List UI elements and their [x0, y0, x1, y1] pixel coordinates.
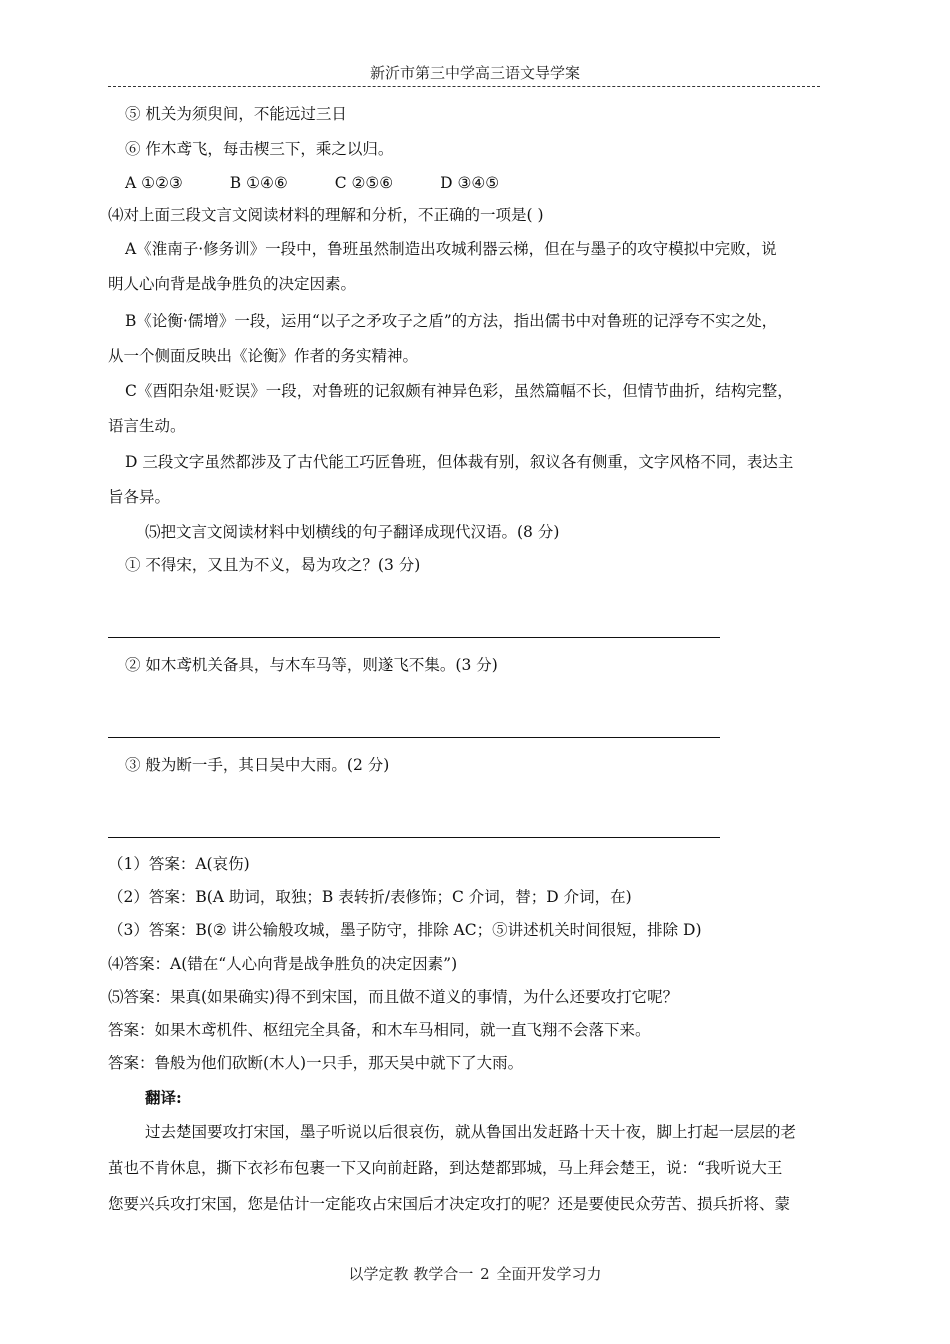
translation-line-3: 您要兴兵攻打宋国，您是估计一定能攻占宋国后才决定攻打的呢？还是要使民众劳苦、损兵折将、蒙: [108, 1195, 791, 1213]
answer-1: （1）答案：A(哀伤): [108, 855, 250, 873]
q5-sentence-3: ③ 般为断一手，其日吴中大雨。(2 分): [125, 756, 390, 774]
choice-c: C ②⑤⑥: [334, 174, 394, 192]
answer-line-2: [108, 737, 720, 738]
answer-4: ⑷答案：A(错在“人心向背是战争胜负的决定因素”): [108, 955, 458, 973]
footer-motto-right: 全面开发学习力: [496, 1265, 602, 1283]
q4-stem: ⑷对上面三段文言文阅读材料的理解和分析，不正确的一项是( ): [108, 206, 544, 224]
answer-line-3: [108, 837, 720, 838]
translation-line-1: 过去楚国要攻打宋国，墨子听说以后很哀伤，就从鲁国出发赶路十天十夜，脚上打起一层层的老: [145, 1123, 797, 1141]
answer-5-3: 答案：鲁般为他们砍断(木人)一只手，那天吴中就下了大雨。: [108, 1054, 524, 1072]
page-number: 2: [480, 1265, 490, 1283]
option-item-6: ⑥ 作木鸢飞，每击楔三下，乘之以归。: [125, 140, 394, 158]
answer-2: （2）答案：B(A 助词，取独；B 表转折/表修饰；C 介词，替；D 介词，在): [108, 888, 632, 906]
answer-5: ⑸答案：果真(如果确实)得不到宋国，而且做不道义的事情，为什么还要攻打它呢？: [108, 988, 679, 1006]
q4-option-b-line1: B《论衡·儒增》一段，运用“以子之矛攻子之盾”的方法，指出儒书中对鲁班的记浮夸不实之处，: [125, 312, 778, 330]
option-item-5: ⑤ 机关为须臾间，不能远过三日: [125, 105, 347, 123]
translation-line-2: 茧也不肯休息，撕下衣衫布包裹一下又向前赶路，到达楚都郢城，马上拜会楚王，说：“我听说大王: [108, 1159, 783, 1177]
q4-option-c-line2: 语言生动。: [108, 417, 186, 435]
q4-option-d-line2: 旨各异。: [108, 488, 171, 506]
header-divider: [108, 86, 820, 87]
choice-row: [125, 172, 850, 194]
answer-line-1: [108, 637, 720, 638]
answer-3: （3）答案：B(② 讲公输般攻城，墨子防守，排除 AC；⑤讲述机关时间很短，排除 D): [108, 921, 702, 939]
page-header: 新沂市第三中学高三语文导学案: [369, 64, 580, 82]
q4-option-a-line1: A《淮南子·修务训》一段中，鲁班虽然制造出攻城利器云梯，但在与墨子的攻守模拟中完败，说: [125, 240, 777, 258]
choice-b: B ①④⑥: [229, 174, 288, 192]
q4-option-b-line2: 从一个侧面反映出《论衡》作者的务实精神。: [108, 347, 419, 365]
choice-a: A ①②③: [125, 174, 183, 192]
footer-motto-left: 以学定教 教学合一: [348, 1265, 474, 1283]
choice-d: D ③④⑤: [440, 174, 500, 192]
translation-heading: 翻译:: [145, 1088, 182, 1107]
q4-option-c-line1: C《酉阳杂俎·贬误》一段，对鲁班的记叙颇有神异色彩，虽然篇幅不长，但情节曲折，结构完整，: [125, 382, 793, 400]
q5-sentence-1: ① 不得宋，又且为不义，曷为攻之？(3 分): [125, 556, 421, 574]
page-footer: [0, 1263, 950, 1284]
q5-stem: ⑸把文言文阅读材料中划横线的句子翻译成现代汉语。(8 分): [145, 523, 560, 541]
answer-5-2: 答案：如果木鸢机件、枢纽完全具备，和木车马相同，就一直飞翔不会落下来。: [108, 1021, 651, 1039]
q5-sentence-2: ② 如木鸢机关备具，与木车马等，则遂飞不集。(3 分): [125, 656, 498, 674]
q4-option-d-line1: D 三段文字虽然都涉及了古代能工巧匠鲁班，但体裁有别，叙议各有侧重，文字风格不同，表达主: [125, 453, 794, 471]
q4-option-a-line2: 明人心向背是战争胜负的决定因素。: [108, 275, 357, 293]
